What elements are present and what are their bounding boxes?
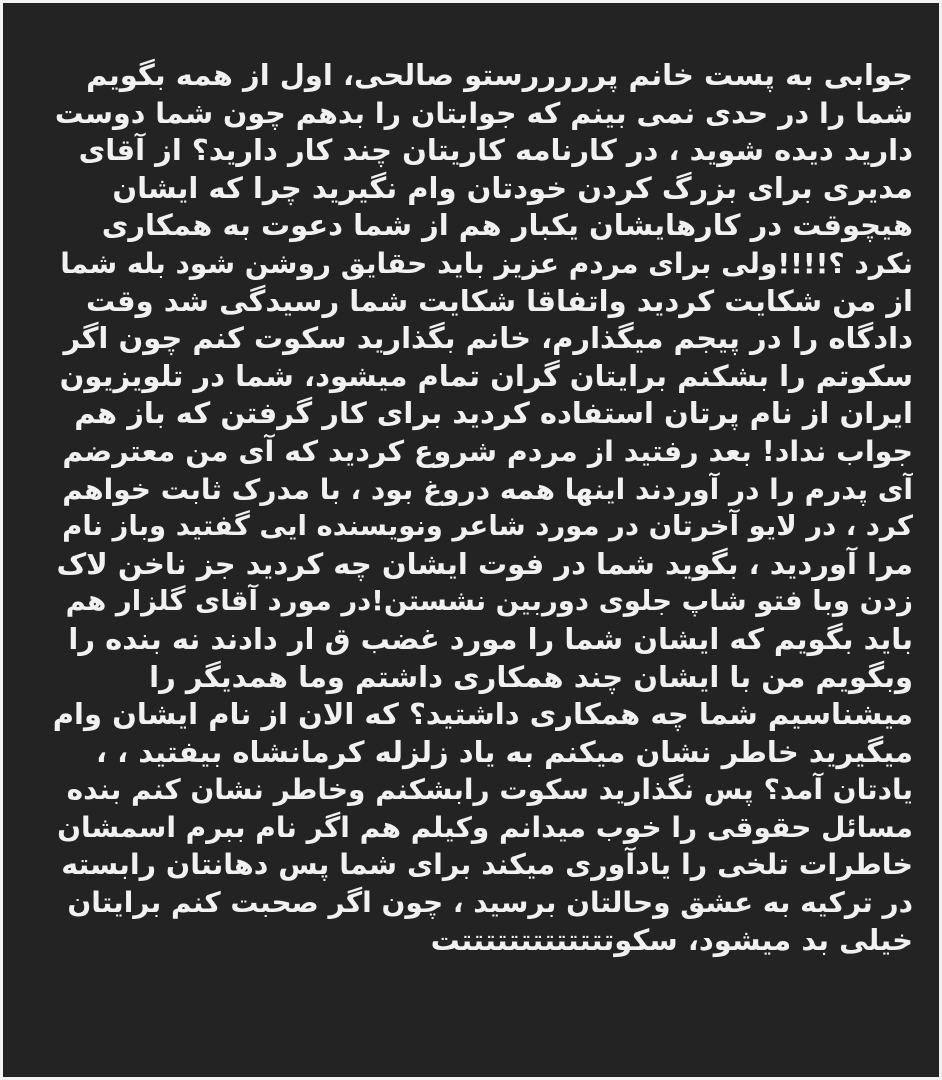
text-line: یادتان آمد؟ پس نگذارید سکوت رابشکنم وخاطر نشان کنم بنده — [66, 773, 913, 807]
text-line: مرا آوردید ، بگوید شما در فوت ایشان چه کردید جز ناخن لاک — [56, 546, 913, 581]
text-line: مدیری برای بزرگ کردن خودتان وام نگیرید چرا که ایشان — [112, 170, 913, 205]
text-line: دارید دیده شوید ، در کارنامه کاریتان چند کار دارید؟ از آقای — [78, 133, 913, 168]
text-line: نکرد ؟!!!!ولی برای مردم عزیز باید حقایق روشن شود بله شما — [60, 246, 913, 280]
text-line: جواب نداد! بعد رفتید از مردم شروع کردید که آی من معترضم — [62, 434, 913, 468]
text-line: خیلی بد میشود، سکوتتتتتتتتتتتتتت — [430, 922, 913, 957]
text-line: شما را در حدی نمی بینم که جوابتان را بدهم چون شما دوست — [54, 96, 913, 130]
text-line: خاطرات تلخی را یادآوری میکند برای شما پس دهانتان رابسته — [61, 848, 913, 882]
text-line: دادگاه را در پیجم میگذارم، خانم بگذارید سکوت کنم چون اگر — [63, 321, 913, 356]
post-text — [53, 57, 913, 959]
text-line: میشناسیم شما چه همکاری داشتید؟ که الان از نام ایشان وام — [53, 697, 913, 732]
text-line: از من شکایت کردید واتفاقا شکایت شما رسیدگی شد وقت — [85, 283, 913, 318]
text-line: کرد ، در لایو آخرتان در مورد شاعر ونویسنده ایی گفتید وباز نام — [62, 510, 913, 543]
text-line: ایران از نام پرتان استفاده کردید برای کار گرفتن که باز هم — [74, 396, 913, 431]
text-line: زدن وبا فتو شاپ جلوی دوربین نشستن!در مورد آقای گلزار هم — [65, 585, 913, 618]
text-line: وبگویم من با ایشان چند همکاری داشتم وما همدیگر را — [149, 659, 913, 694]
text-line: باید بگویم که ایشان شما را مورد غضب ق ار دادند نه بنده را — [68, 621, 913, 656]
text-line: سکوتم را بشکنم برایتان گران تمام میشود، شما در تلویزیون — [59, 358, 913, 393]
text-line: در ترکیه به عشق وحالتان برسید ، چون اگر صحبت کنم برایتان — [67, 886, 913, 920]
text-line: جوابی به پست خانم پرررررستو صالحی، اول از همه بگویم — [86, 58, 913, 92]
text-line: آی پدرم را در آوردند اینها همه دروغ بود ، با مدرک ثابت خواهم — [62, 472, 913, 506]
text-line: میگیرید خاطر نشان میکنم به یاد زلزله کرمانشاه بیفتید ، ، — [95, 734, 913, 769]
text-line: مسائل حقوقی را خوب میدانم وکیلم هم اگر نام ببرم اسمشان — [57, 810, 913, 844]
text-line: هیچوقت در کارهایشان یکبار هم از شما دعوت به همکاری — [101, 208, 913, 243]
